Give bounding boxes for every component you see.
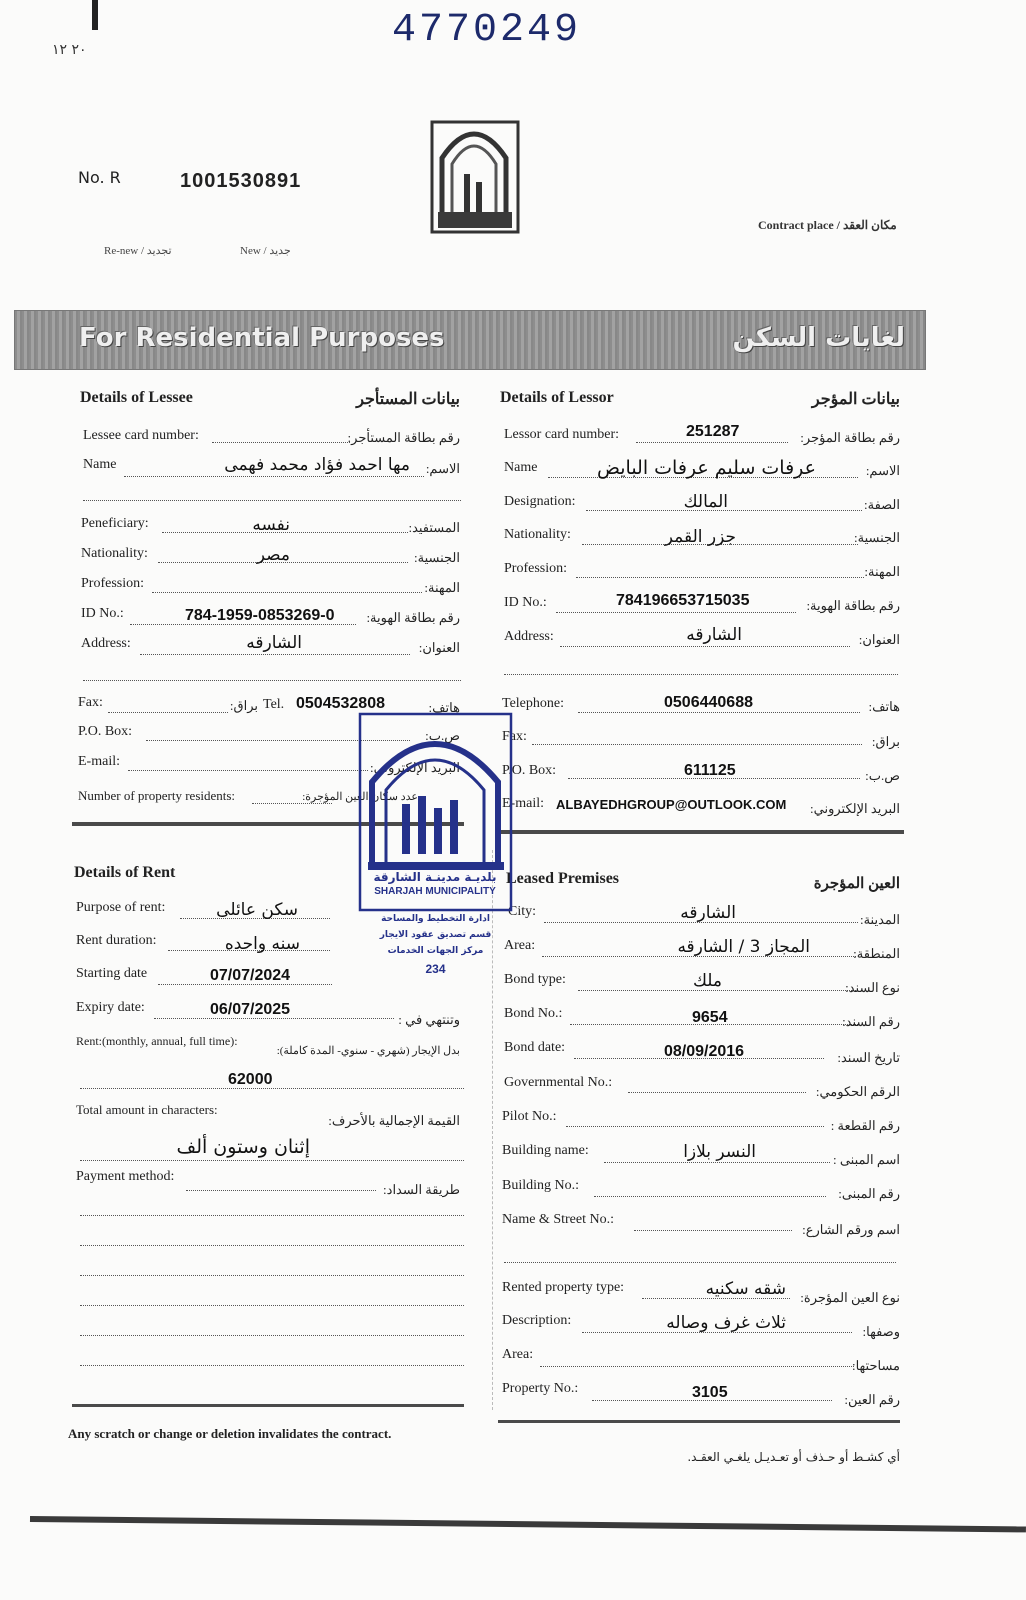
lessor-pobox-label: P.O. Box: (502, 763, 557, 778)
premises-ptype-label: Rented property type: (502, 1280, 625, 1295)
stamp-line-2: قسم تصديق عقود الايجار (379, 930, 492, 940)
lessor-profession-line (576, 577, 864, 578)
premises-pno-value: 3105 (692, 1384, 728, 1401)
premises-bno-label-ar: رقم المبنى: (838, 1186, 900, 1201)
lessee-card-line (212, 442, 350, 443)
contract-no-label: No. R (78, 168, 121, 187)
stamp-line-1: ادارة التخطيط والمساحة (381, 914, 490, 924)
premises-bno-label: Building No.: (502, 1178, 580, 1193)
lessor-email-label: E-mail: (502, 796, 544, 811)
premises-gov-line (628, 1092, 806, 1093)
banner-title-en: For Residential Purposes (79, 323, 445, 353)
premises-bname-label-ar: اسم المبنى : (832, 1152, 900, 1167)
premises-area-label-ar: المنطقة: (853, 946, 900, 961)
lessee-name-line-2 (83, 500, 461, 501)
lessee-profession-label: Profession: (81, 576, 144, 591)
lessor-name-value: عرفات سليم عرفات البايض (596, 457, 816, 479)
lessor-pobox-label-ar: ص.ب: (865, 768, 900, 783)
banner-title-ar: لغايات السكن (732, 323, 905, 353)
lessee-id-label-ar: رقم بطاقة الهوية: (366, 610, 460, 625)
premises-ptype-value: شقه سكنيه (705, 1279, 786, 1299)
stamp-number: 234 (425, 962, 446, 976)
lessee-heading-ar: بيانات المستأجر (356, 391, 460, 408)
rent-start-label: Starting date (76, 966, 148, 981)
lessor-card-label: Lessor card number: (504, 427, 620, 442)
premises-divider (498, 1420, 900, 1423)
premises-bondtype-label-ar: نوع السند: (845, 980, 900, 995)
lessee-pobox-label-ar: ص.ب: (425, 728, 460, 743)
premises-area-value: المجاز 3 / الشارقه (677, 937, 810, 957)
lessor-fax-label: Fax: (502, 729, 527, 744)
lessor-nationality-label-ar: الجنسية: (854, 530, 900, 545)
rent-total-value: إثنان وستون ألف (176, 1136, 310, 1158)
rent-purpose-value: سكن عائلى (216, 900, 298, 920)
premises-bondtype-value: ملك (692, 971, 722, 991)
lessee-name-value: مها احمد فؤاد محمد فهمى (224, 455, 410, 475)
corner-ink-mark (92, 0, 98, 30)
purpose-banner (14, 310, 926, 370)
premises-bonddate-label: Bond date: (504, 1040, 566, 1055)
new-option: New / جديد (240, 245, 291, 257)
premises-area-label: Area: (504, 938, 536, 953)
lessor-address-label-ar: العنوان: (858, 632, 900, 647)
lessor-profession-label-ar: المهنة: (864, 564, 900, 579)
lessee-name-line (124, 476, 424, 477)
premises-heading-en: Leased Premises (506, 870, 620, 887)
lessor-designation-label: Designation: (504, 494, 576, 509)
premises-bondno-label: Bond No.: (504, 1006, 563, 1021)
premises-bondno-label-ar: رقم السند: (842, 1014, 900, 1029)
lessor-card-label-ar: رقم بطاقة المؤجر: (800, 430, 900, 445)
corner-mark: ٢٠ ١٢ (52, 42, 87, 58)
premises-bno-line (594, 1196, 826, 1197)
rent-duration-label: Rent duration: (76, 933, 157, 948)
lessor-fax-line (532, 744, 862, 745)
lessee-beneficiary-label-ar: المستفيد: (408, 520, 460, 535)
lessee-email-label-ar: البريد الإلكتروني: (370, 760, 460, 775)
lessee-nationality-label: Nationality: (81, 546, 148, 561)
lessee-address-value: الشارقه (246, 633, 302, 653)
lessor-tel-label-ar: هاتف: (868, 699, 900, 714)
lessor-address-value: الشارقه (686, 625, 742, 645)
municipality-stamp (358, 712, 513, 1008)
premises-desc-label-ar: وصفها: (862, 1324, 900, 1339)
lessor-pobox-value: 611125 (684, 762, 736, 779)
stamp-ar-title: بلديـة مدينـة الشارقة (373, 870, 497, 884)
lessor-name-label: Name (504, 460, 538, 475)
premises-city-label-ar: المدينة: (859, 912, 900, 927)
contract-no-value: 1001530891 (180, 170, 302, 192)
premises-bname-label: Building name: (502, 1143, 589, 1158)
rent-total-label: Total amount in characters: (76, 1102, 218, 1117)
lessor-heading-en: Details of Lessor (500, 389, 614, 406)
lessee-id-label: ID No.: (81, 606, 124, 621)
lessor-address-label: Address: (504, 629, 554, 644)
rent-heading-en: Details of Rent (74, 864, 176, 881)
premises-pno-label: Property No.: (502, 1381, 579, 1396)
premises-pno-label-ar: رقم العين: (844, 1392, 900, 1407)
rent-payment-label-ar: طريقة السداد: (383, 1182, 460, 1197)
lessee-fax-label: Fax: (78, 695, 103, 710)
premises-ptype-label-ar: نوع العين المؤجرة: (800, 1290, 900, 1305)
lessee-tel-label-ar: هاتف: (428, 700, 460, 715)
stamp-line-3: مركز الجهات الخدمات (387, 946, 484, 956)
rent-total-line (80, 1160, 464, 1161)
premises-bonddate-label-ar: تاريخ السند: (837, 1050, 900, 1065)
lessor-id-value: 784196653715035 (616, 592, 750, 609)
lessee-card-label: Lessee card number: (83, 428, 199, 443)
lessee-profession-line (152, 592, 422, 593)
premises-bondno-value: 9654 (692, 1009, 728, 1026)
lessee-name-label-ar: الاسم: (425, 461, 460, 476)
stamp-en-title: SHARJAH MUNICIPALITY (374, 886, 496, 897)
premises-bname-value: النسر بلازا (683, 1142, 756, 1162)
rent-payment-line-3 (80, 1245, 464, 1246)
premises-bname-line (604, 1162, 830, 1163)
rent-payment-line-5 (80, 1305, 464, 1306)
lessor-address-line-2 (504, 674, 898, 675)
lessee-address-label-ar: العنوان: (418, 640, 460, 655)
premises-gov-label-ar: الرقم الحكومي: (815, 1084, 900, 1099)
lessee-heading-en: Details of Lessee (80, 389, 193, 406)
rent-payment-label: Payment method: (76, 1169, 175, 1184)
renew-option: Re-new / تجديد (104, 245, 172, 257)
lessee-card-label-ar: رقم بطاقة المستأجر: (347, 430, 460, 445)
lessee-fax-label-ar: براق: (229, 698, 258, 713)
lessor-email-value: ALBAYEDHGROUP@OUTLOOK.COM (556, 797, 787, 812)
lessee-nationality-label-ar: الجنسية: (414, 550, 460, 565)
rent-amount-value: 62000 (228, 1071, 273, 1088)
premises-bondtype-label: Bond type: (504, 972, 566, 987)
premises-bonddate-value: 08/09/2016 (664, 1043, 745, 1060)
lessee-fax-line (108, 712, 228, 713)
rent-payment-line-2 (80, 1215, 464, 1216)
lessee-name-label: Name (83, 457, 117, 472)
bottom-edge-line (30, 1516, 1026, 1532)
lessee-address-line-2 (83, 680, 461, 681)
premises-plot-label: Pilot No.: (502, 1109, 557, 1124)
rent-divider (72, 1404, 464, 1407)
lessor-divider (498, 830, 904, 834)
lessor-profession-label: Profession: (504, 561, 567, 576)
rent-purpose-label: Purpose of rent: (76, 900, 166, 915)
lessor-tel-label: Telephone: (502, 696, 564, 711)
lessee-pobox-label: P.O. Box: (78, 724, 133, 739)
lessee-profession-label-ar: المهنة: (424, 580, 460, 595)
rent-expiry-label-ar: وتنتهي في : (398, 1012, 460, 1027)
rent-payment-line-6 (80, 1335, 464, 1336)
lessor-designation-value: المالك (683, 492, 728, 512)
rent-payment-line-4 (80, 1275, 464, 1276)
premises-heading-ar: العين المؤجرة (813, 876, 900, 892)
lessor-id-label-ar: رقم بطاقة الهوية: (806, 598, 900, 613)
lessee-tel-value: 0504532808 (296, 695, 385, 712)
rent-payment-line (186, 1190, 376, 1191)
lessor-email-label-ar: البريد الإلكتروني: (810, 801, 900, 816)
lessor-designation-label-ar: الصفة: (863, 497, 900, 512)
lessor-address-line (560, 646, 850, 647)
lessee-residents-label: Number of property residents: (78, 788, 236, 803)
lessor-tel-value: 0506440688 (664, 694, 753, 711)
rent-total-label-ar: القيمة الإجمالية بالأحرف: (328, 1113, 460, 1128)
rent-amount-label: Rent:(monthly, annual, full time): (76, 1034, 238, 1048)
lessor-nationality-label: Nationality: (504, 527, 571, 542)
premises-street-label-ar: اسم ورقم الشارع: (802, 1222, 900, 1237)
rent-start-value: 07/07/2024 (210, 967, 291, 984)
lessee-residents-line (252, 803, 332, 804)
premises-plot-label-ar: رقم القطعة : (830, 1118, 900, 1133)
lessee-beneficiary-value: نفسه (252, 515, 290, 535)
lessor-nationality-value: جزر القمر (664, 527, 736, 547)
rent-expiry-value: 06/07/2025 (210, 1001, 291, 1018)
rent-payment-line-7 (80, 1365, 464, 1366)
contract-place-label: Contract place / مكان العقد (758, 218, 897, 232)
lessor-heading-ar: بيانات المؤجر (811, 391, 900, 408)
handwritten-reference-number: 4770249 (392, 8, 582, 53)
premises-street-label: Name & Street No.: (502, 1212, 614, 1227)
lessee-id-value: 784-1959-0853269-0 (185, 607, 335, 624)
premises-parea-label: Area: (502, 1347, 534, 1362)
lessee-email-label: E-mail: (78, 754, 120, 769)
footer-warning-en: Any scratch or change or deletion invalidates the contract. (68, 1426, 392, 1441)
premises-city-label: City: (508, 904, 537, 919)
premises-street-line (634, 1230, 792, 1231)
premises-city-value: الشارقه (680, 903, 736, 923)
lessee-residents-label-ar: عدد سكان العين المؤجرة: (302, 791, 418, 803)
lessee-beneficiary-label: Peneficiary: (81, 516, 149, 531)
premises-desc-value: ثلاث غرف وصاله (666, 1313, 786, 1333)
lessee-email-line (128, 770, 368, 771)
sharjah-municipality-logo (428, 108, 520, 236)
rent-amount-label-ar: بدل الإيجار (شهري - سنوي- المدة كاملة): (276, 1045, 460, 1057)
premises-street-line-2 (504, 1262, 896, 1263)
lessor-id-line (556, 612, 796, 613)
premises-parea-line (540, 1366, 854, 1367)
lessor-card-value: 251287 (686, 423, 740, 440)
premises-parea-label-ar: مساحتها: (851, 1358, 900, 1373)
lessee-nationality-value: مصر (256, 545, 290, 565)
premises-gov-label: Governmental No.: (504, 1075, 613, 1090)
premises-desc-label: Description: (502, 1313, 572, 1328)
lessor-name-label-ar: الاسم: (865, 463, 900, 478)
lessor-tel-line (578, 712, 860, 713)
rent-duration-value: سنه واحده (224, 934, 300, 954)
lessor-id-label: ID No.: (504, 595, 547, 610)
rent-expiry-label: Expiry date: (76, 1000, 145, 1015)
lessee-tel-label: Tel. (263, 697, 285, 712)
lessee-address-label: Address: (81, 636, 131, 651)
lessor-fax-label-ar: براق: (871, 734, 900, 749)
footer-warning-ar: أي كشـط أو حـذف أو تعـديـل يلغـي العقـد. (687, 1450, 900, 1464)
premises-plot-line (566, 1126, 824, 1127)
lessee-address-line (140, 654, 410, 655)
lessor-card-line (636, 442, 788, 443)
